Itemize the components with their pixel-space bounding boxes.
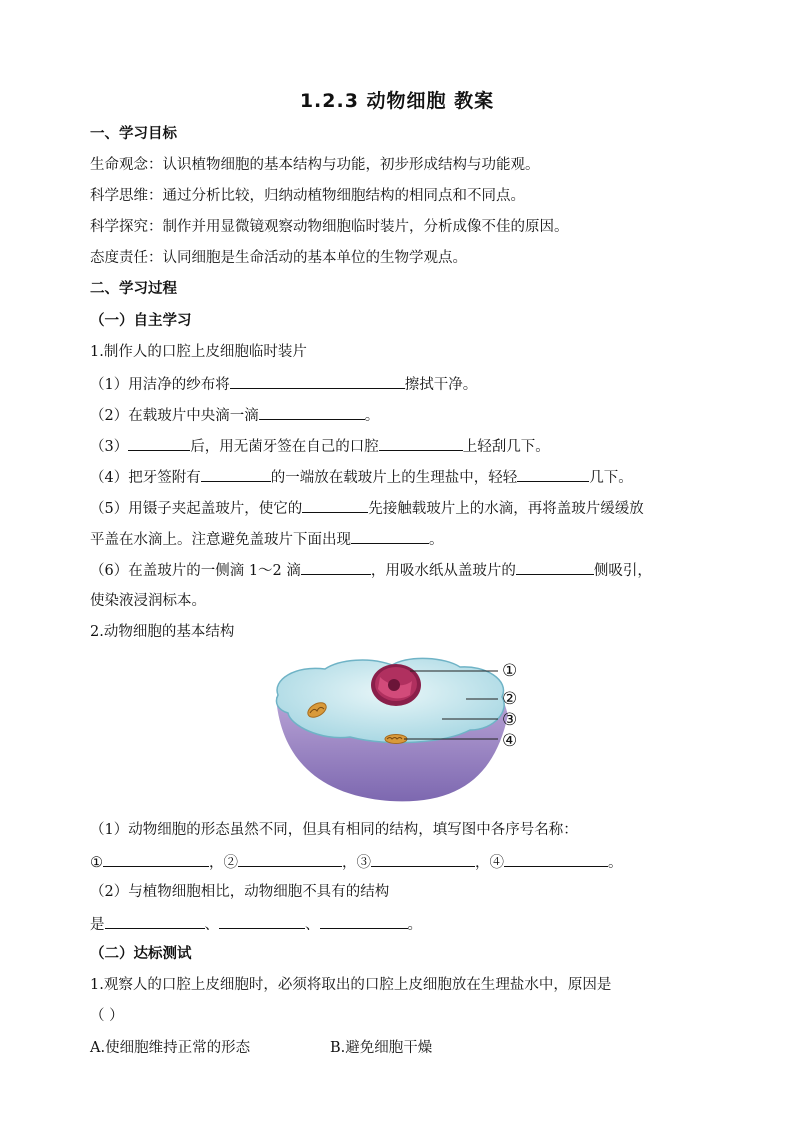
answer-blank[interactable] <box>379 435 463 451</box>
answer-label: 是 <box>90 917 105 933</box>
figure-label-2: ② <box>502 689 518 709</box>
step-text: （5）用镊子夹起盖玻片，使它的 <box>90 501 303 517</box>
answer-blank[interactable] <box>301 559 371 575</box>
answer-blank[interactable] <box>517 466 589 482</box>
step-text: 擦拭干净。 <box>404 377 478 393</box>
question-title: 2.动物细胞的基本结构 <box>90 624 235 640</box>
step-3 <box>90 435 550 457</box>
objective-item: 生命观念：认识植物细胞的基本结构与功能，初步形成结构与功能观。 <box>90 157 540 173</box>
step-text: （6）在盖玻片的一侧滴 1～2 滴 <box>90 563 301 579</box>
page-title: 1.2.3 动物细胞 教案 <box>299 90 495 112</box>
objective-item: 科学思维：通过分析比较，归纳动植物细胞结构的相同点和不同点。 <box>90 188 525 204</box>
step-text: （4）把牙签附有 <box>90 470 201 486</box>
figure-label-3: ③ <box>502 710 518 730</box>
step-text: 上轻刮几下。 <box>462 439 550 455</box>
answer-blank[interactable] <box>302 497 368 513</box>
option-b[interactable]: B.避免细胞干燥 <box>330 1040 433 1056</box>
separator: 、 <box>305 917 320 933</box>
end-mark: 。 <box>407 917 422 933</box>
figure-label-1: ① <box>502 661 518 681</box>
answer-blank[interactable] <box>128 435 190 451</box>
answer-label: ① <box>90 855 103 871</box>
answer-blank[interactable] <box>219 913 305 929</box>
step-5 <box>90 497 644 519</box>
answer-blank[interactable] <box>320 913 408 929</box>
step-text: 后，用无菌牙签在自己的口腔 <box>190 439 379 455</box>
answer-blank[interactable] <box>516 559 594 575</box>
section-heading-objectives: 一、学习目标 <box>90 126 177 142</box>
step-5-cont <box>90 528 444 550</box>
step-text: （2）在载玻片中央滴一滴 <box>90 408 259 424</box>
answer-label: ，③ <box>342 855 371 871</box>
subsection-heading-self-study: （一）自主学习 <box>90 313 192 329</box>
figure-question-2: （2）与植物细胞相比，动物细胞不具有的结构 <box>90 884 390 900</box>
figure-label-4: ④ <box>502 731 518 751</box>
step-text: 。 <box>429 532 444 548</box>
section-heading-process: 二、学习过程 <box>90 281 177 297</box>
figure-question-2-answers <box>90 913 422 935</box>
answer-blank[interactable] <box>371 851 475 867</box>
test-question-1: 1.观察人的口腔上皮细胞时，必须将取出的口腔上皮细胞放在生理盐水中，原因是 <box>90 977 612 993</box>
figure-question-1: （1）动物细胞的形态虽然不同，但具有相同的结构，填写图中各序号名称： <box>90 822 578 838</box>
step-4 <box>90 466 633 488</box>
answer-blank[interactable] <box>230 373 405 389</box>
answer-label: 。 <box>608 855 623 871</box>
answer-blank[interactable] <box>105 913 205 929</box>
step-6-cont: 使染液浸润标本。 <box>90 593 206 609</box>
answer-blank[interactable] <box>103 851 209 867</box>
answer-blank[interactable] <box>201 466 271 482</box>
answer-blank[interactable] <box>259 404 365 420</box>
step-2 <box>90 404 379 426</box>
separator: 、 <box>204 917 219 933</box>
step-6 <box>90 559 652 581</box>
subsection-heading-test: （二）达标测试 <box>90 946 192 962</box>
answer-blank[interactable] <box>504 851 608 867</box>
answer-label: ，④ <box>475 855 504 871</box>
step-text: 先接触载玻片上的水滴，再将盖玻片缓缓放 <box>368 501 644 517</box>
step-text: 侧吸引， <box>593 563 652 579</box>
step-text: （3） <box>90 439 129 455</box>
step-text: （1）用洁净的纱布将 <box>90 377 230 393</box>
step-text: ，用吸水纸从盖玻片的 <box>370 563 516 579</box>
answer-blank[interactable] <box>351 528 429 544</box>
question-title: 1.制作人的口腔上皮细胞临时装片 <box>90 344 307 360</box>
answer-label: ，② <box>209 855 238 871</box>
animal-cell-diagram <box>270 655 530 805</box>
step-1 <box>90 373 477 395</box>
objective-item: 科学探究：制作并用显微镜观察动物细胞临时装片，分析成像不佳的原因。 <box>90 219 569 235</box>
step-text: 。 <box>364 408 380 424</box>
objective-item: 态度责任：认同细胞是生命活动的基本单位的生物学观点。 <box>90 250 467 266</box>
step-text: 平盖在水滴上。注意避免盖玻片下面出现 <box>90 532 351 548</box>
step-text: 的一端放在载玻片上的生理盐中，轻轻 <box>270 470 518 486</box>
answer-parenthesis[interactable]: （ ） <box>90 1008 124 1024</box>
step-text: 几下。 <box>589 470 633 486</box>
figure-answers-row <box>90 851 623 873</box>
answer-blank[interactable] <box>238 851 342 867</box>
nucleus <box>371 664 421 706</box>
option-a[interactable]: A.使细胞维持正常的形态 <box>90 1040 251 1056</box>
